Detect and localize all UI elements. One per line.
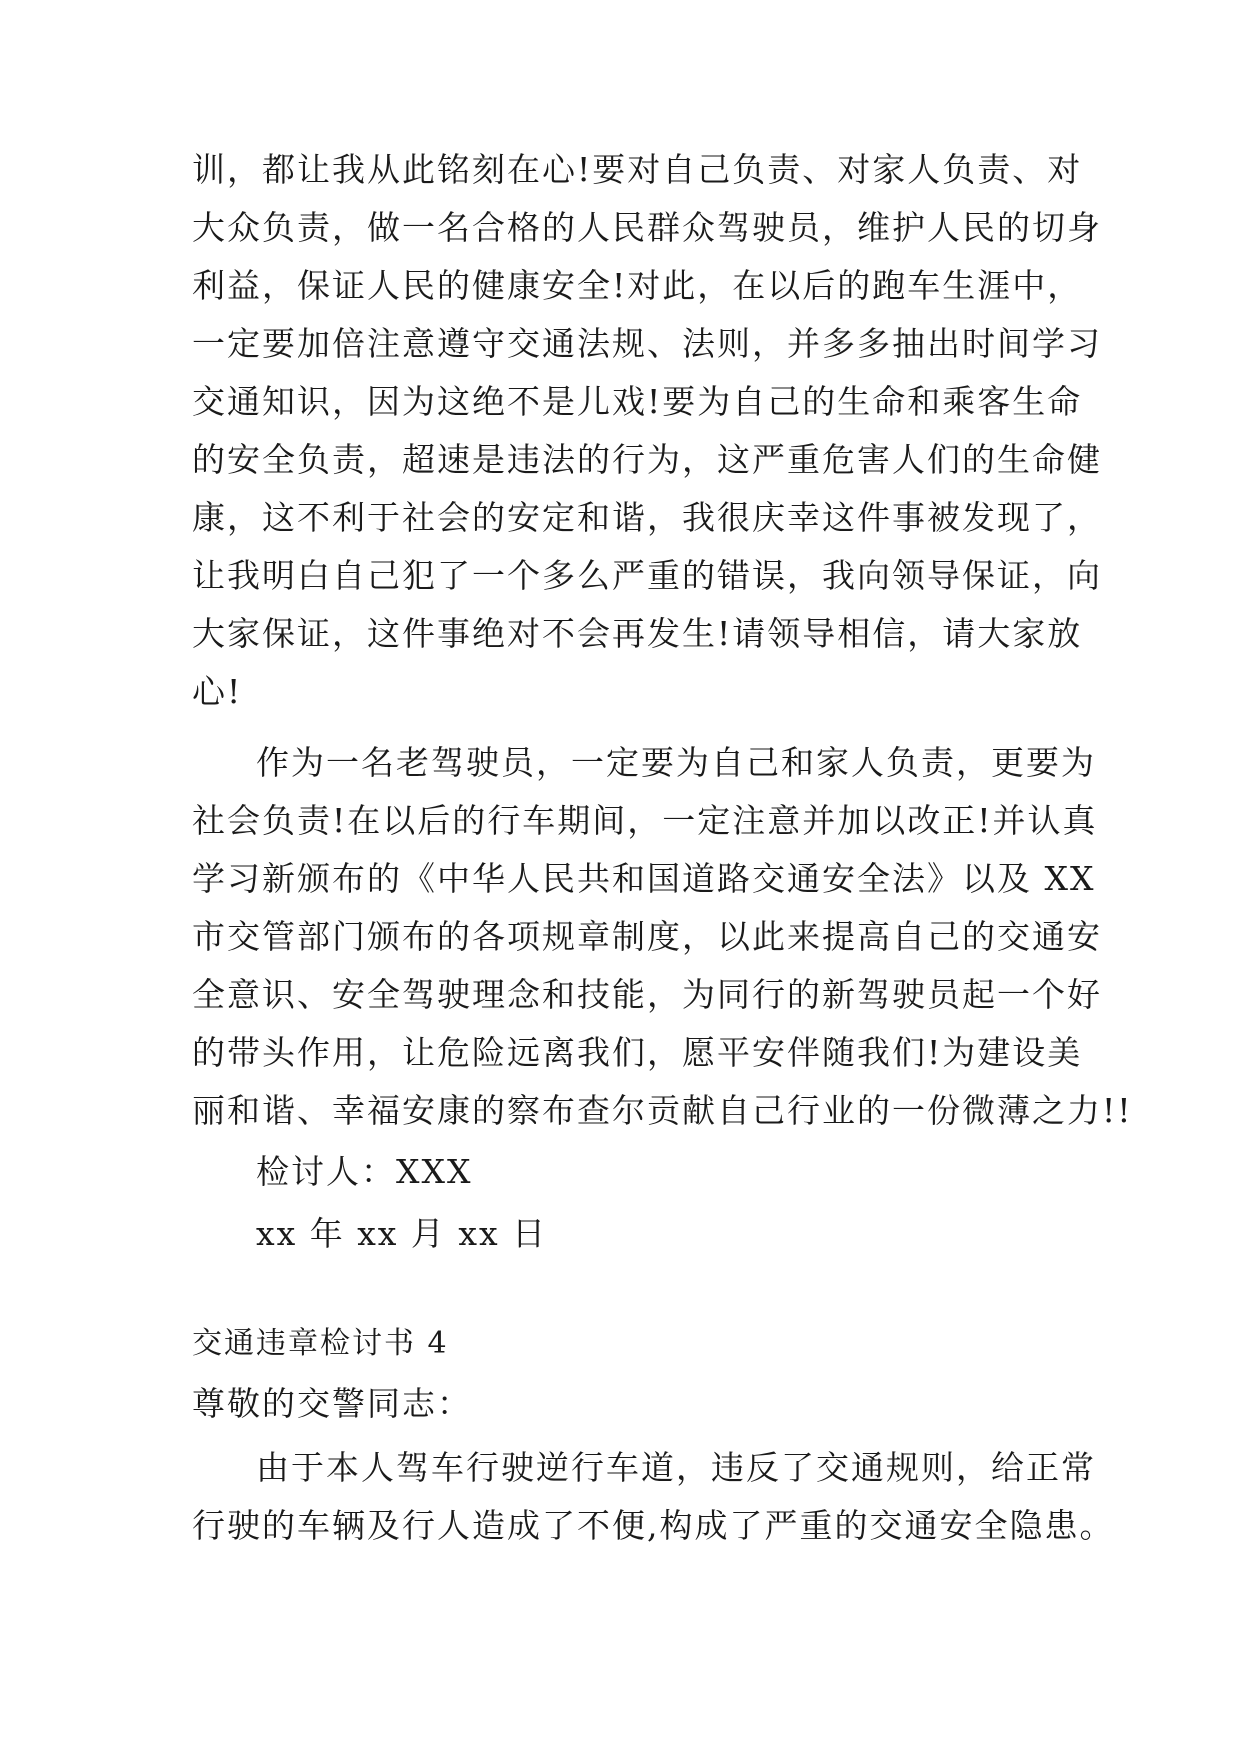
paragraph-1-line: 大家保证，这件事绝对不会再发生!请领导相信，请大家放 <box>192 614 1083 653</box>
paragraph-1-line: 让我明白自己犯了一个多么严重的错误，我向领导保证，向 <box>192 556 1102 595</box>
salutation: 尊敬的交警同志： <box>192 1384 472 1423</box>
paragraph-1-line: 大众负责，做一名合格的人民群众驾驶员，维护人民的切身 <box>192 208 1102 247</box>
paragraph-2-line: 丽和谐、幸福安康的察布查尔贡献自己行业的一份微薄之力!! <box>192 1091 1133 1130</box>
paragraph-1-line: 心! <box>192 672 243 711</box>
paragraph-2-line: 社会负责!在以后的行车期间，一定注意并加以改正!并认真 <box>192 801 1098 840</box>
paragraph-2-line: 学习新颁布的《中华人民共和国道路交通安全法》以及 XX <box>192 859 1096 898</box>
paragraph-2-line: 作为一名老驾驶员，一定要为自己和家人负责，更要为 <box>256 743 1096 782</box>
paragraph-2-line: 市交管部门颁布的各项规章制度，以此来提高自己的交通安 <box>192 917 1102 956</box>
signature-date: xx 年 xx 月 xx 日 <box>256 1214 548 1253</box>
paragraph-1-line: 交通知识，因为这绝不是儿戏!要为自己的生命和乘客生命 <box>192 382 1083 421</box>
paragraph-1-line: 一定要加倍注意遵守交通法规、法则，并多多抽出时间学习 <box>192 324 1102 363</box>
section-title: 交通违章检讨书 4 <box>192 1326 449 1361</box>
paragraph-3-line: 由于本人驾车行驶逆行车道，违反了交通规则，给正常 <box>256 1448 1096 1487</box>
paragraph-1-line: 利益，保证人民的健康安全!对此，在以后的跑车生涯中， <box>192 266 1083 305</box>
paragraph-2-line: 全意识、安全驾驶理念和技能，为同行的新驾驶员起一个好 <box>192 975 1102 1014</box>
paragraph-1-line: 康，这不利于社会的安定和谐，我很庆幸这件事被发现了， <box>192 498 1102 537</box>
paragraph-2-line: 的带头作用，让危险远离我们，愿平安伴随我们!为建设美 <box>192 1033 1083 1072</box>
paragraph-1-line: 训，都让我从此铭刻在心!要对自己负责、对家人负责、对 <box>192 150 1083 189</box>
signature-author: 检讨人：XXX <box>256 1152 473 1191</box>
paragraph-3-line: 行驶的车辆及行人造成了不便,构成了严重的交通安全隐患。 <box>192 1506 1115 1545</box>
paragraph-1-line: 的安全负责，超速是违法的行为，这严重危害人们的生命健 <box>192 440 1102 479</box>
